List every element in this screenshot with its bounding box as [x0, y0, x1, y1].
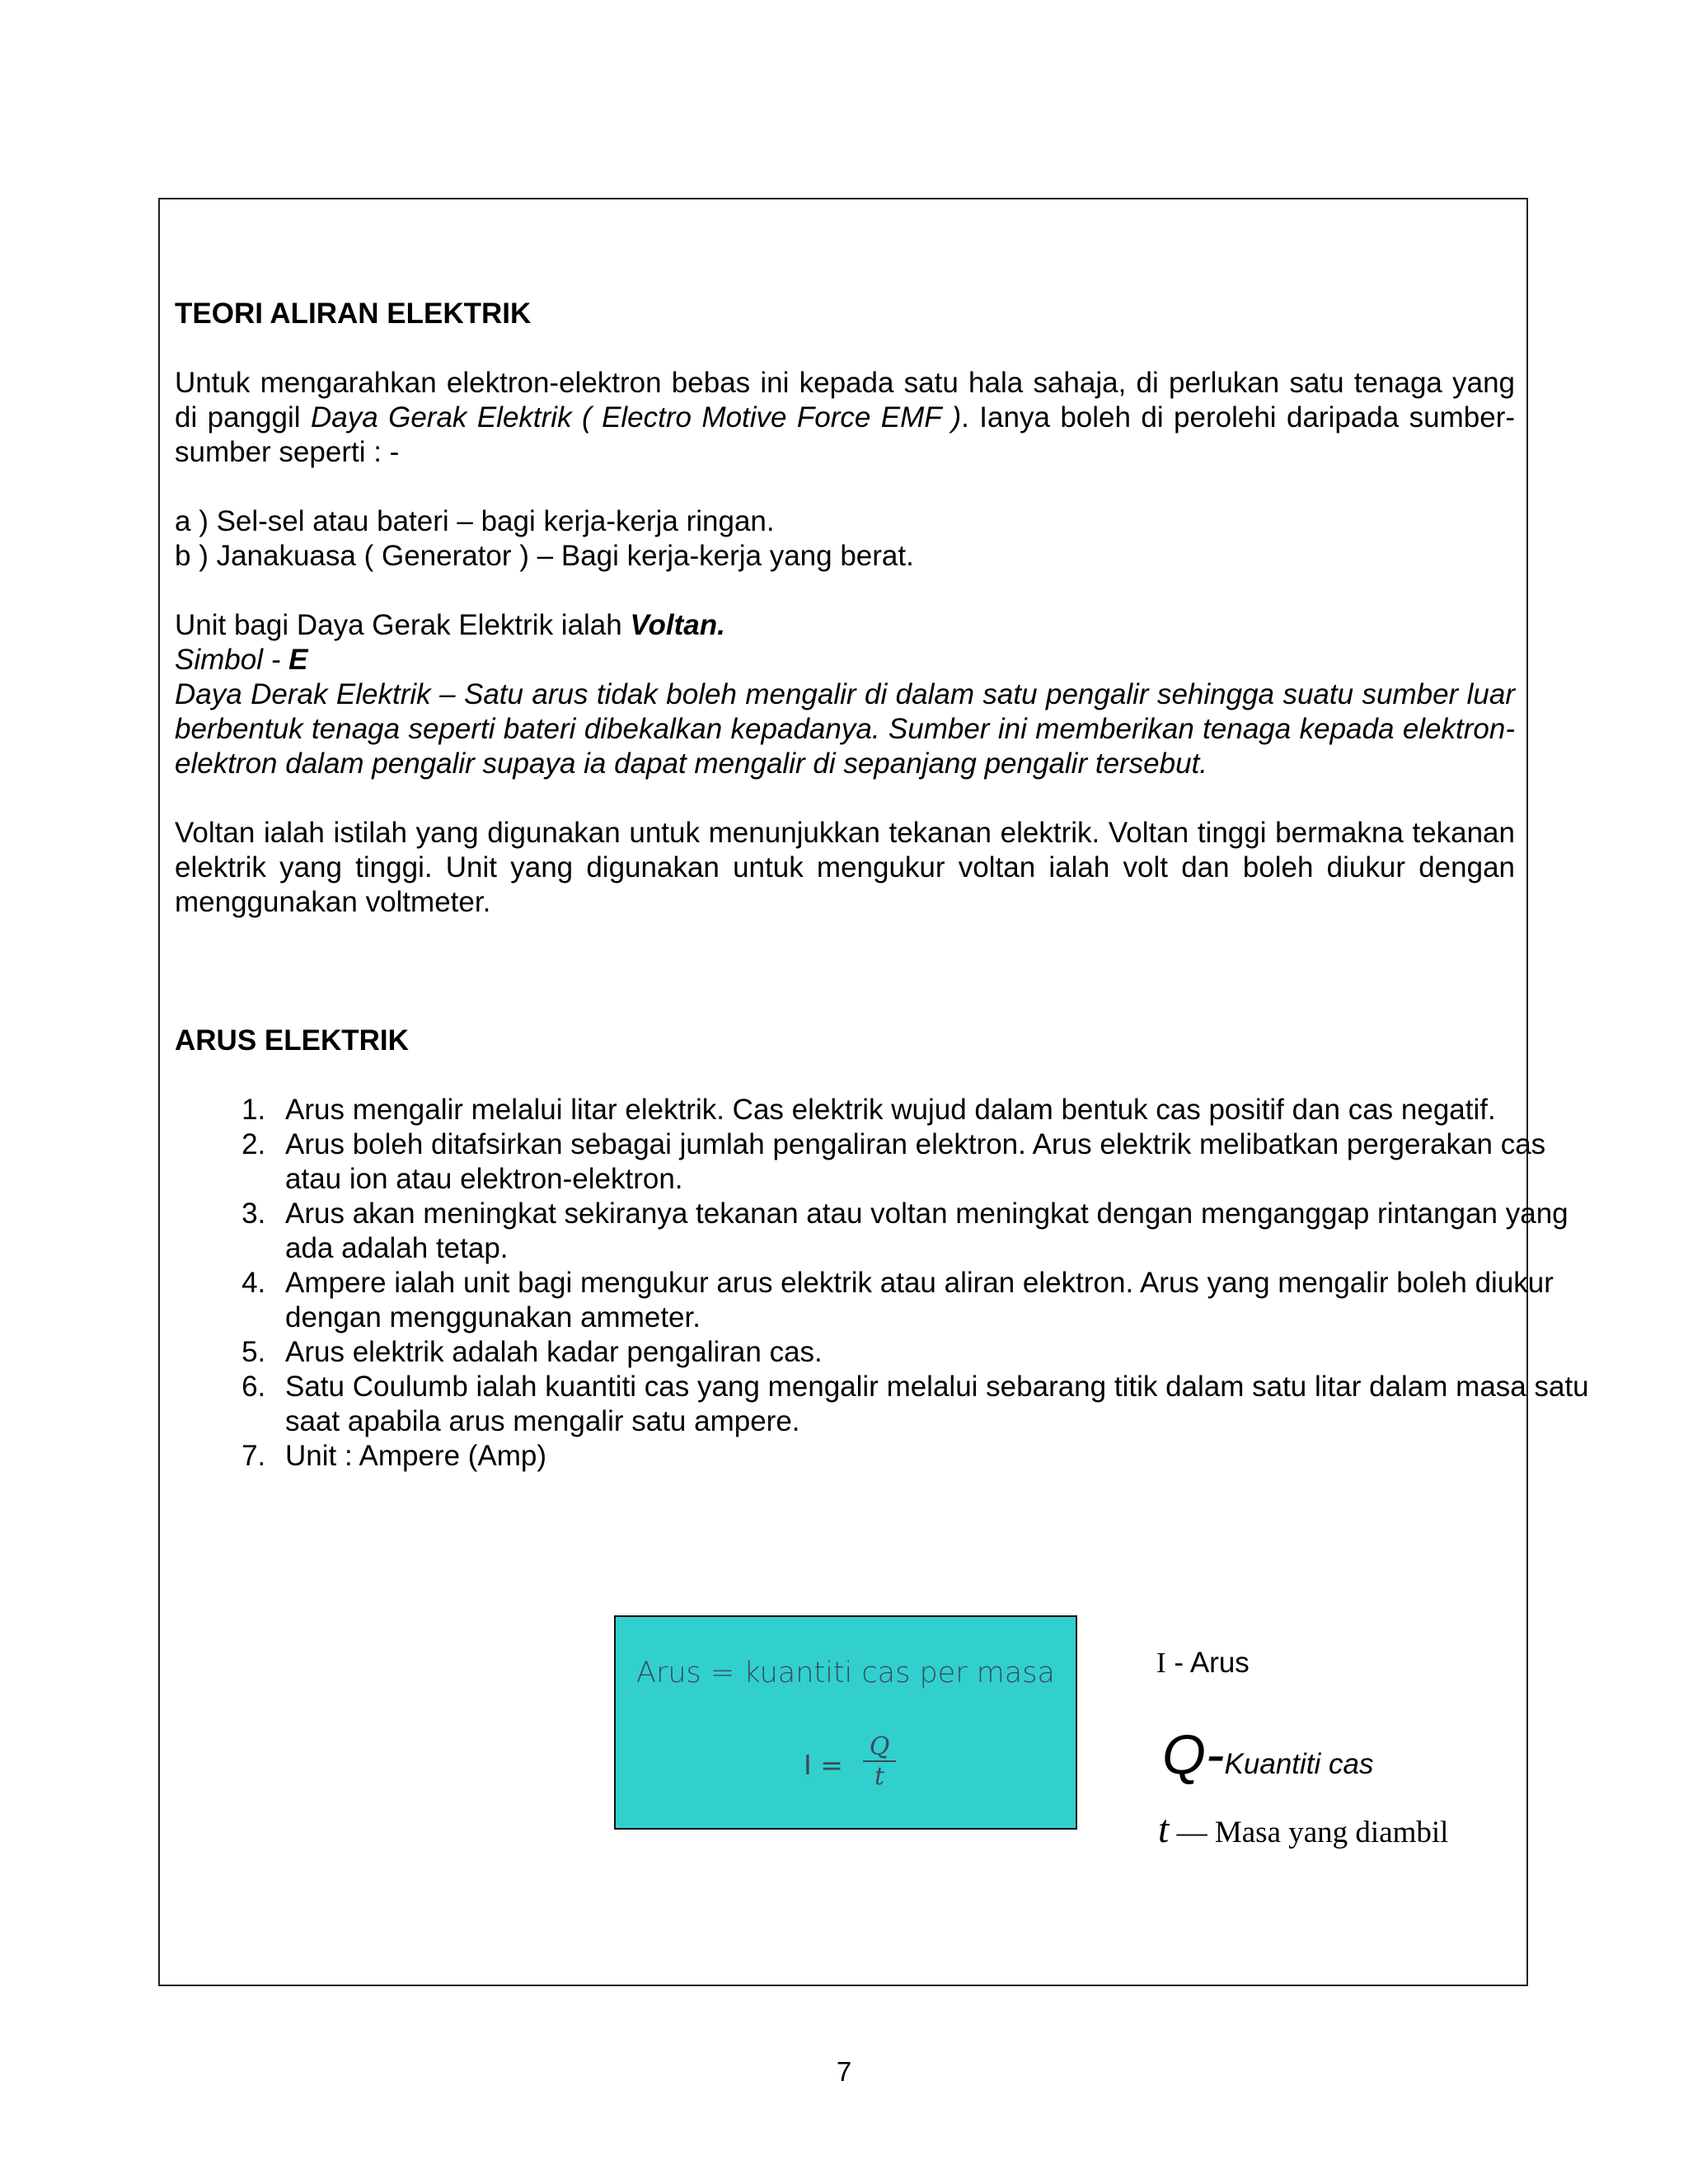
voltage-paragraph: Voltan ialah istilah yang digunakan untuk menunjukkan tekanan elektrik. Voltan tinggi bermakna tekanan elektrik yang tinggi. Unit yang digunakan untuk mengukur voltan ialah volt dan boleh diukur dengan menggunakan voltmeter.	[175, 817, 1515, 918]
list-item: 4. Ampere ialah unit bagi mengukur arus elektrik atau aliran elektron. Arus yang mengalir boleh diukur dengan menggunakan ammeter.	[274, 1266, 1592, 1335]
list-item: 6. Satu Coulumb ialah kuantiti cas yang mengalir melalui sebarang titik dalam satu litar dalam masa satu saat apabila arus mengalir satu ampere.	[274, 1370, 1592, 1439]
formula-box	[614, 1615, 1077, 1830]
section-heading-arus: ARUS ELEKTRIK	[175, 1024, 409, 1057]
legend-time: t — Masa yang diambil	[1158, 1807, 1449, 1851]
formula-title: Arus = kuantiti cas per masa	[636, 1657, 1055, 1690]
formula-numerator: Q	[863, 1734, 896, 1762]
page-number: 7	[836, 2056, 852, 2087]
list-item: 2. Arus boleh ditafsirkan sebagai jumlah pengaliran elektron. Arus elektrik melibatkan pergerakan cas atau ion atau elektron-elektron.	[274, 1127, 1592, 1197]
source-item-b: b ) Janakuasa ( Generator ) – Bagi kerja-kerja yang berat.	[175, 540, 914, 572]
list-item: 5. Arus elektrik adalah kadar pengaliran cas.	[274, 1335, 1592, 1370]
list-item: 7. Unit : Ampere (Amp)	[274, 1439, 1592, 1474]
formula-lhs: I =	[804, 1749, 843, 1781]
document-body	[175, 297, 1589, 1474]
list-item: 3. Arus akan meningkat sekiranya tekanan atau voltan meningkat dengan menganggap rintangan yang ada adalah tetap.	[274, 1197, 1592, 1266]
formula-denominator: t	[874, 1762, 885, 1791]
intro-paragraph: Untuk mengarahkan elektron-elektron bebas ini kepada satu hala sahaja, di perlukan satu tenaga yang di panggil Daya Gerak Elektrik ( Electro Motive Force EMF ). Ianya boleh di perolehi daripada sumber-sumber seperti : -	[175, 367, 1516, 468]
list-item: 1. Arus mengalir melalui litar elektrik. Cas elektrik wujud dalam bentuk cas positif dan cas negatif.	[274, 1093, 1592, 1127]
legend-charge: Q-Kuantiti cas	[1162, 1723, 1374, 1786]
source-item-a: a ) Sel-sel atau bateri – bagi kerja-kerja ringan.	[175, 505, 775, 537]
legend-current: I - Arus	[1156, 1647, 1250, 1679]
formula-fraction	[863, 1734, 896, 1792]
definition-paragraph: Daya Derak Elektrik – Satu arus tidak boleh mengalir di dalam satu pengalir sehingga suatu sumber luar berbentuk tenaga seperti bateri dibekalkan kepadanya. Sumber ini memberikan tenaga kepada elektron-elektron dalam pengalir supaya ia dapat mengalir di sepanjang pengalir tersebut.	[175, 678, 1515, 780]
unit-line: Unit bagi Daya Gerak Elektrik ialah Voltan.	[175, 609, 725, 641]
section-heading-teori: TEORI ALIRAN ELEKTRIK	[175, 298, 532, 330]
symbol-line: Simbol - E	[175, 644, 308, 676]
arus-list	[175, 1093, 1592, 1474]
